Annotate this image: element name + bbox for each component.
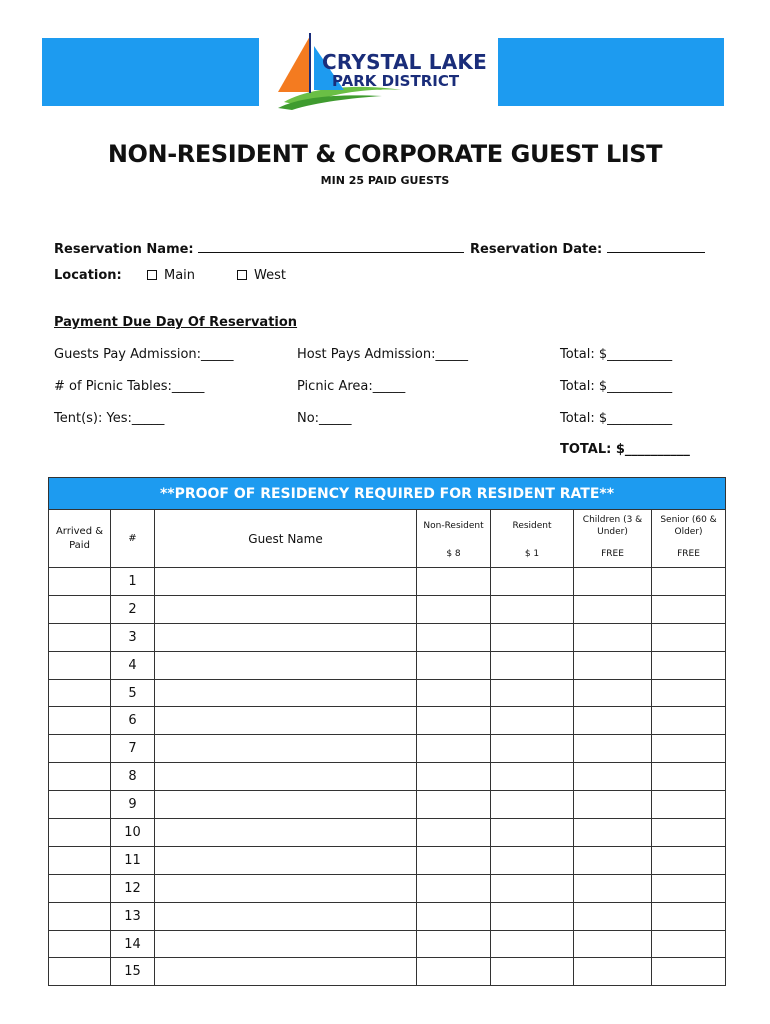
guest-name-cell[interactable] [155, 707, 417, 735]
price-resident: $ 1 [491, 542, 574, 568]
total-field-1[interactable]: Total: $__________ [560, 347, 673, 362]
logo-text-line2: PARK DISTRICT [332, 72, 460, 90]
senior-cell[interactable] [652, 623, 726, 651]
resident-cell[interactable] [491, 735, 574, 763]
table-row [49, 568, 726, 596]
children-cell[interactable] [574, 707, 652, 735]
picnic-area-field[interactable]: Picnic Area:_____ [297, 379, 406, 394]
resident-cell[interactable] [491, 651, 574, 679]
col-non-resident: Non-Resident [417, 510, 491, 542]
arrived-paid-cell[interactable] [49, 958, 111, 986]
non-resident-cell[interactable] [417, 902, 491, 930]
senior-cell[interactable] [652, 902, 726, 930]
reservation-date-field[interactable] [607, 241, 705, 253]
table-row [49, 763, 726, 791]
grand-total-field[interactable]: TOTAL: $__________ [560, 442, 690, 457]
children-cell[interactable] [574, 595, 652, 623]
children-cell[interactable] [574, 763, 652, 791]
guest-name-cell[interactable] [155, 958, 417, 986]
non-resident-cell[interactable] [417, 651, 491, 679]
arrived-paid-cell[interactable] [49, 623, 111, 651]
arrived-paid-cell[interactable] [49, 874, 111, 902]
children-cell[interactable] [574, 623, 652, 651]
senior-cell[interactable] [652, 707, 726, 735]
arrived-paid-cell[interactable] [49, 568, 111, 596]
non-resident-cell[interactable] [417, 958, 491, 986]
col-senior: Senior (60 & Older) [652, 510, 726, 542]
guest-table [48, 477, 726, 986]
table-row [49, 595, 726, 623]
children-cell[interactable] [574, 958, 652, 986]
row-number: 9 [111, 791, 155, 819]
senior-cell[interactable] [652, 930, 726, 958]
senior-cell[interactable] [652, 568, 726, 596]
senior-cell[interactable] [652, 595, 726, 623]
resident-cell[interactable] [491, 595, 574, 623]
row-number: 12 [111, 874, 155, 902]
guest-name-cell[interactable] [155, 679, 417, 707]
arrived-paid-cell[interactable] [49, 735, 111, 763]
senior-cell[interactable] [652, 763, 726, 791]
location-west-option[interactable] [237, 268, 286, 283]
location-label: Location: [54, 268, 122, 283]
row-number: 4 [111, 651, 155, 679]
tents-no-field[interactable]: No:_____ [297, 411, 352, 426]
resident-cell[interactable] [491, 623, 574, 651]
table-row [49, 819, 726, 847]
picnic-tables-field[interactable]: # of Picnic Tables:_____ [54, 379, 205, 394]
resident-cell[interactable] [491, 958, 574, 986]
header-banner-left [42, 38, 259, 106]
non-resident-cell[interactable] [417, 679, 491, 707]
total-field-2[interactable]: Total: $__________ [560, 379, 673, 394]
row-number: 14 [111, 930, 155, 958]
table-row [49, 651, 726, 679]
resident-cell[interactable] [491, 707, 574, 735]
children-cell[interactable] [574, 819, 652, 847]
guest-name-cell[interactable] [155, 735, 417, 763]
non-resident-cell[interactable] [417, 707, 491, 735]
guest-name-cell[interactable] [155, 819, 417, 847]
resident-cell[interactable] [491, 874, 574, 902]
row-number: 8 [111, 763, 155, 791]
guest-name-cell[interactable] [155, 623, 417, 651]
children-cell[interactable] [574, 679, 652, 707]
table-row [49, 623, 726, 651]
col-guest-name: Guest Name [155, 510, 417, 568]
children-cell[interactable] [574, 874, 652, 902]
guest-name-cell[interactable] [155, 902, 417, 930]
resident-cell[interactable] [491, 930, 574, 958]
resident-cell[interactable] [491, 791, 574, 819]
guest-name-cell[interactable] [155, 651, 417, 679]
senior-cell[interactable] [652, 651, 726, 679]
row-number: 7 [111, 735, 155, 763]
senior-cell[interactable] [652, 958, 726, 986]
table-row [49, 791, 726, 819]
price-non-resident: $ 8 [417, 542, 491, 568]
page-title: NON-RESIDENT & CORPORATE GUEST LIST [107, 140, 663, 168]
children-cell[interactable] [574, 568, 652, 596]
residency-banner: **PROOF OF RESIDENCY REQUIRED FOR RESIDENT RATE** [49, 478, 726, 510]
resident-cell[interactable] [491, 679, 574, 707]
guest-name-cell[interactable] [155, 568, 417, 596]
payment-heading: Payment Due Day Of Reservation [54, 315, 298, 330]
resident-cell[interactable] [491, 819, 574, 847]
location-main-option[interactable] [147, 268, 195, 283]
page-subtitle: MIN 25 PAID GUESTS [320, 174, 450, 187]
row-number: 3 [111, 623, 155, 651]
row-number: 15 [111, 958, 155, 986]
non-resident-cell[interactable] [417, 623, 491, 651]
non-resident-cell[interactable] [417, 874, 491, 902]
main-checkbox[interactable] [147, 270, 157, 280]
arrived-paid-cell[interactable] [49, 679, 111, 707]
resident-cell[interactable] [491, 763, 574, 791]
children-cell[interactable] [574, 846, 652, 874]
senior-cell[interactable] [652, 679, 726, 707]
col-arrived-paid: Arrived & Paid [49, 510, 111, 568]
table-row [49, 902, 726, 930]
senior-cell[interactable] [652, 846, 726, 874]
guests-pay-field[interactable]: Guests Pay Admission:_____ [54, 347, 234, 362]
price-senior: FREE [652, 542, 726, 568]
table-row [49, 735, 726, 763]
tents-yes-field[interactable]: Tent(s): Yes:_____ [54, 411, 165, 426]
col-children: Children (3 & Under) [574, 510, 652, 542]
arrived-paid-cell[interactable] [49, 763, 111, 791]
row-number: 5 [111, 679, 155, 707]
table-row [49, 679, 726, 707]
arrived-paid-cell[interactable] [49, 902, 111, 930]
logo [272, 30, 486, 112]
children-cell[interactable] [574, 735, 652, 763]
host-pays-field[interactable]: Host Pays Admission:_____ [297, 347, 468, 362]
row-number: 13 [111, 902, 155, 930]
guest-name-cell[interactable] [155, 763, 417, 791]
senior-cell[interactable] [652, 874, 726, 902]
arrived-paid-cell[interactable] [49, 846, 111, 874]
non-resident-cell[interactable] [417, 763, 491, 791]
reservation-date-label: Reservation Date: [470, 242, 603, 257]
guest-name-cell[interactable] [155, 846, 417, 874]
guest-name-cell[interactable] [155, 595, 417, 623]
children-cell[interactable] [574, 902, 652, 930]
reservation-name-row [54, 241, 464, 257]
location-main-label: Main [164, 268, 196, 283]
non-resident-cell[interactable] [417, 930, 491, 958]
table-row [49, 930, 726, 958]
resident-cell[interactable] [491, 846, 574, 874]
non-resident-cell[interactable] [417, 568, 491, 596]
row-number: 11 [111, 846, 155, 874]
senior-cell[interactable] [652, 819, 726, 847]
logo-text-line1: CRYSTAL LAKE [322, 50, 487, 74]
reservation-date-row [470, 241, 705, 257]
table-row [49, 958, 726, 986]
guest-rows [49, 568, 726, 986]
guest-name-cell[interactable] [155, 930, 417, 958]
non-resident-cell[interactable] [417, 819, 491, 847]
resident-cell[interactable] [491, 568, 574, 596]
row-number: 10 [111, 819, 155, 847]
arrived-paid-cell[interactable] [49, 595, 111, 623]
arrived-paid-cell[interactable] [49, 930, 111, 958]
senior-cell[interactable] [652, 735, 726, 763]
table-row [49, 874, 726, 902]
west-checkbox[interactable] [237, 270, 247, 280]
table-row [49, 707, 726, 735]
table-row [49, 846, 726, 874]
guest-name-cell[interactable] [155, 874, 417, 902]
arrived-paid-cell[interactable] [49, 707, 111, 735]
arrived-paid-cell[interactable] [49, 791, 111, 819]
header-banner-right [498, 38, 724, 106]
children-cell[interactable] [574, 791, 652, 819]
col-resident: Resident [491, 510, 574, 542]
resident-cell[interactable] [491, 902, 574, 930]
reservation-name-label: Reservation Name: [54, 242, 194, 257]
reservation-name-field[interactable] [198, 241, 464, 253]
non-resident-cell[interactable] [417, 735, 491, 763]
price-children: FREE [574, 542, 652, 568]
guest-name-cell[interactable] [155, 791, 417, 819]
col-number: # [111, 510, 155, 568]
non-resident-cell[interactable] [417, 791, 491, 819]
arrived-paid-cell[interactable] [49, 651, 111, 679]
location-west-label: West [254, 268, 286, 283]
arrived-paid-cell[interactable] [49, 819, 111, 847]
senior-cell[interactable] [652, 791, 726, 819]
children-cell[interactable] [574, 651, 652, 679]
total-field-3[interactable]: Total: $__________ [560, 411, 673, 426]
row-number: 1 [111, 568, 155, 596]
row-number: 2 [111, 595, 155, 623]
non-resident-cell[interactable] [417, 846, 491, 874]
children-cell[interactable] [574, 930, 652, 958]
non-resident-cell[interactable] [417, 595, 491, 623]
row-number: 6 [111, 707, 155, 735]
